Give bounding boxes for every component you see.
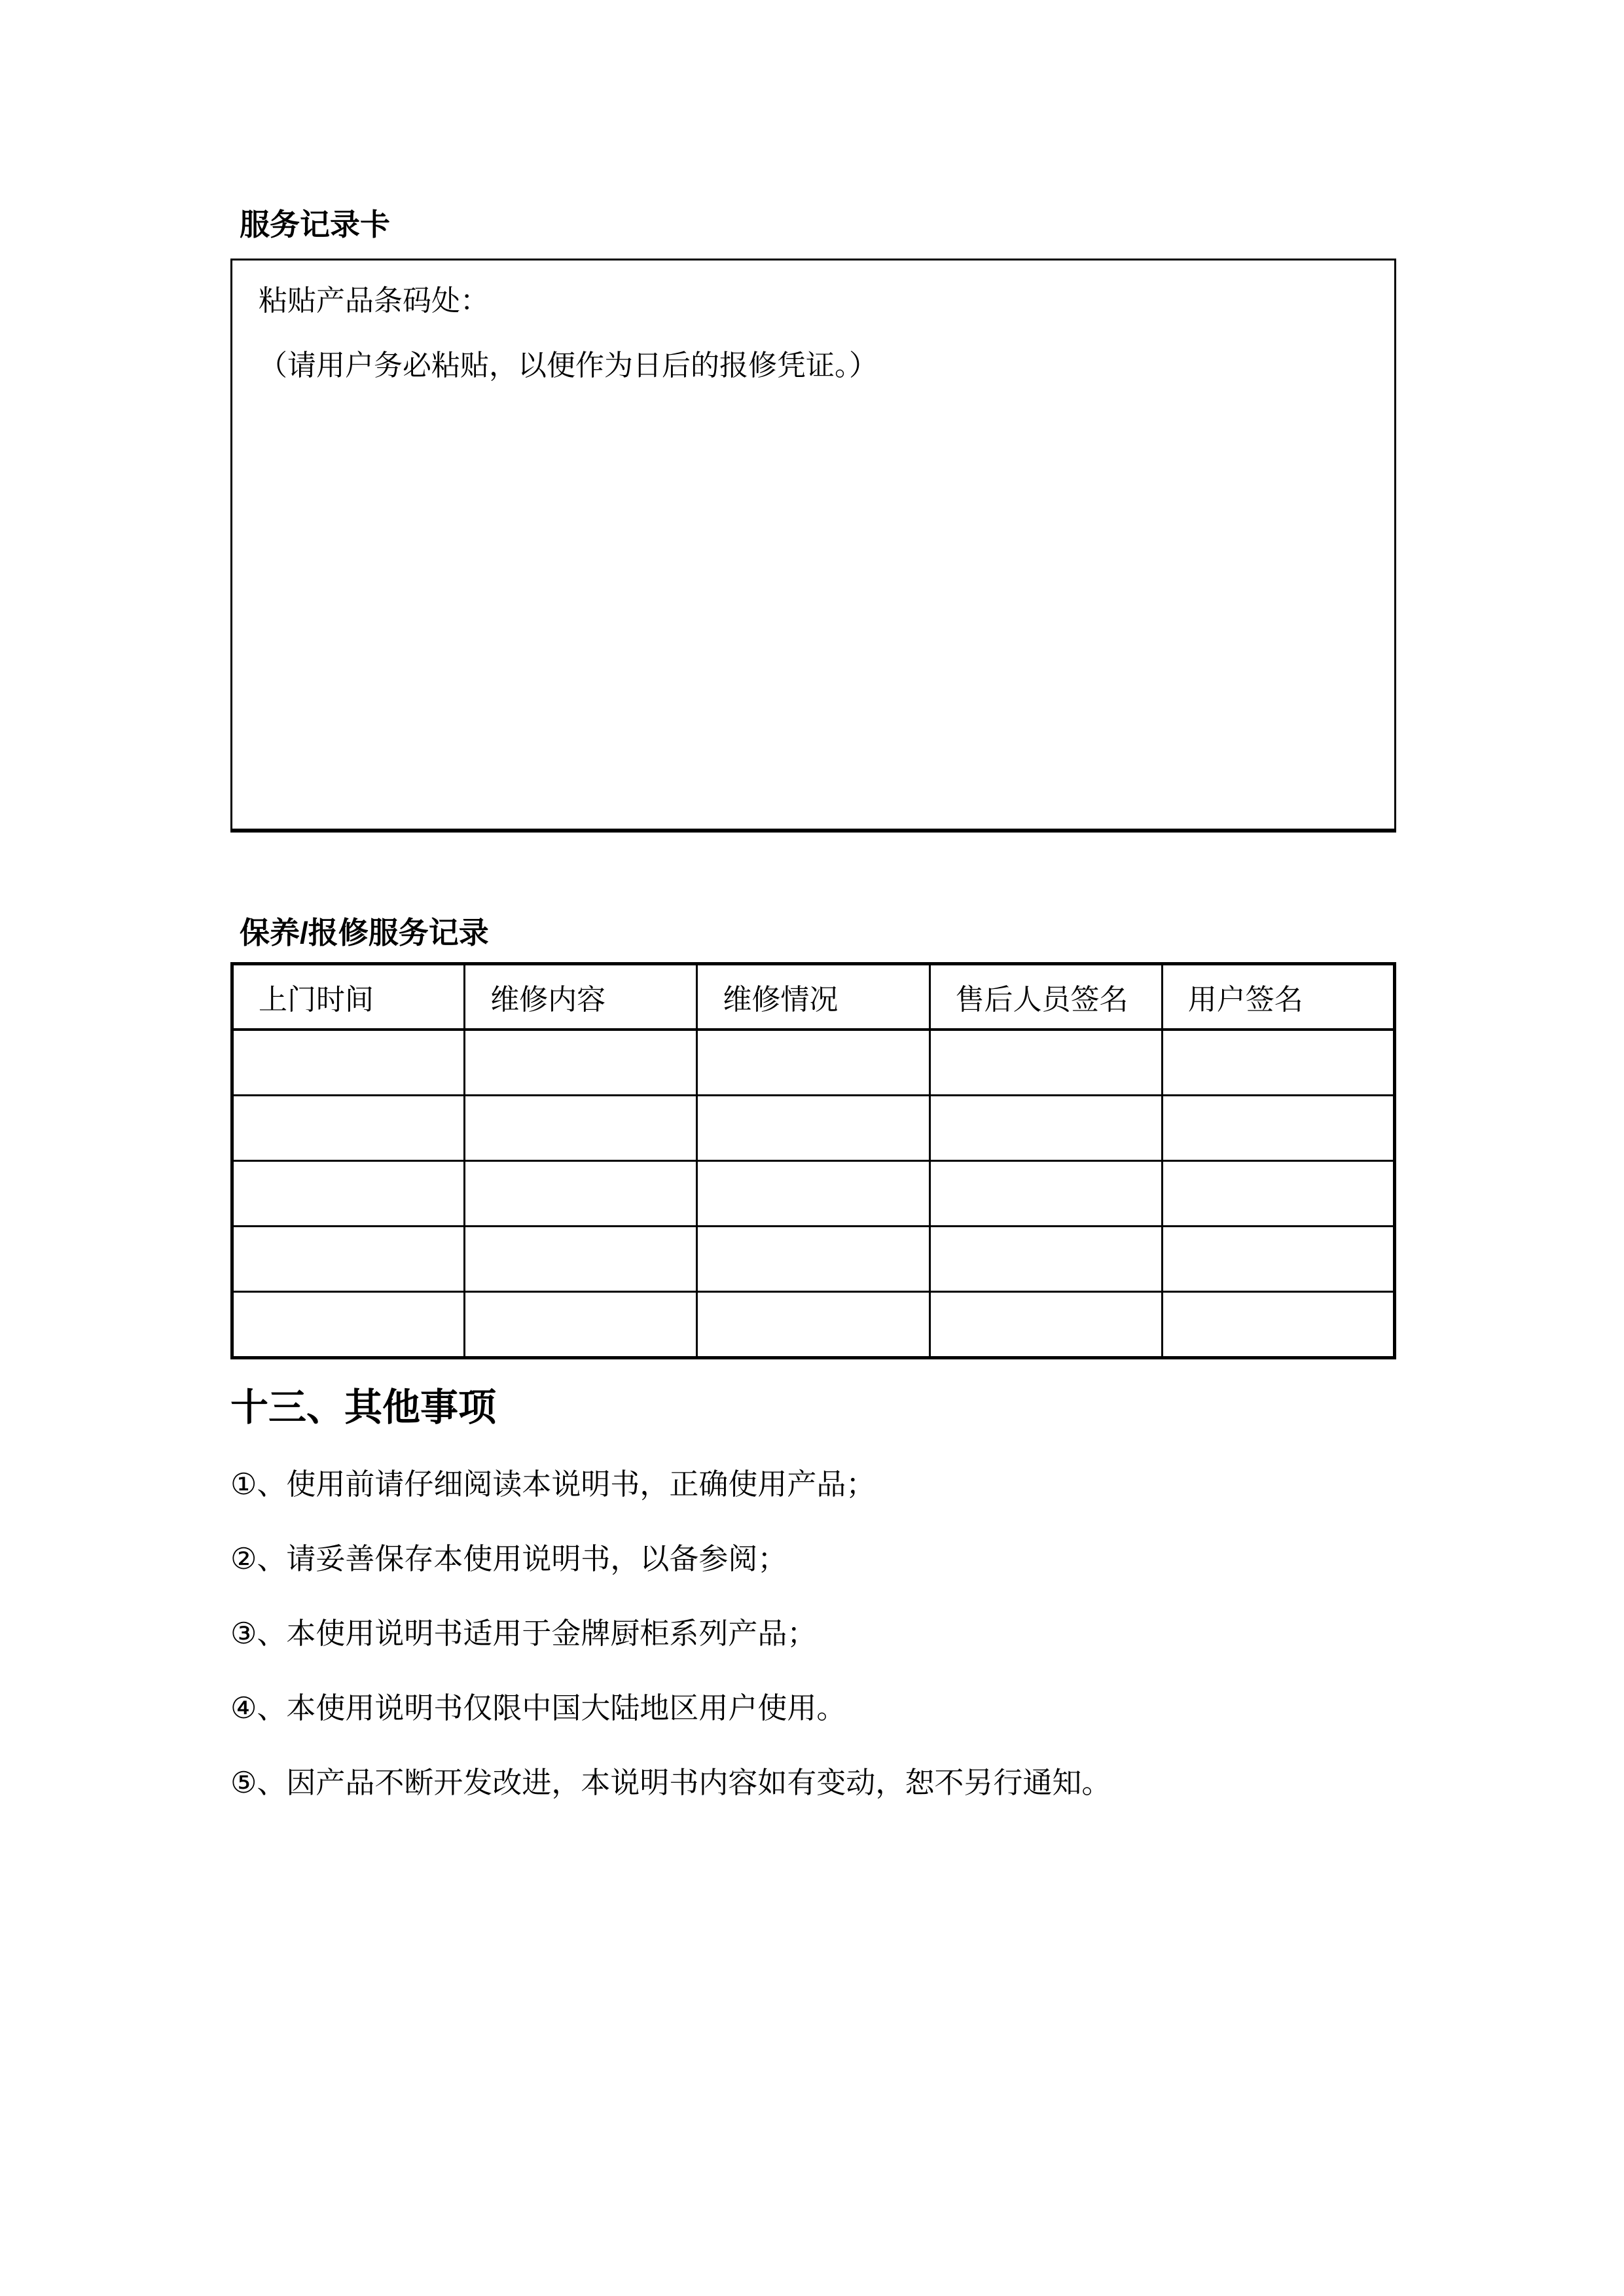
barcode-box-note: （请用户务必粘贴，以便作为日后的报修凭证。） (259, 350, 878, 382)
table-header-cell: 维修内容 (465, 964, 697, 1030)
table-cell (465, 1030, 697, 1096)
table-cell (929, 1227, 1162, 1292)
table-cell (697, 1292, 929, 1358)
table-cell (232, 1227, 465, 1292)
barcode-paste-box (230, 259, 1396, 833)
other-item: ②、请妥善保存本使用说明书，以备参阅； (230, 1541, 787, 1575)
table-cell (232, 1292, 465, 1358)
table-cell (697, 1096, 929, 1161)
table-cell (232, 1096, 465, 1161)
table-cell (1162, 1161, 1394, 1227)
table-cell (929, 1292, 1162, 1358)
service-record-table-body (232, 1030, 1395, 1358)
table-cell (929, 1096, 1162, 1161)
other-item: ①、使用前请仔细阅读本说明书，正确使用产品； (230, 1467, 876, 1501)
table-cell (697, 1161, 929, 1227)
other-items-title: 十三、其他事项 (230, 1386, 497, 1429)
table-header-row (232, 964, 1395, 1030)
table-cell (929, 1030, 1162, 1096)
table-cell (929, 1161, 1162, 1227)
page-content (230, 208, 1396, 1801)
table-cell (465, 1292, 697, 1358)
table-row (232, 1096, 1395, 1161)
other-item: ③、本使用说明书适用于金牌厨柜系列产品； (230, 1616, 817, 1650)
table-row (232, 1161, 1395, 1227)
table-cell (1162, 1292, 1394, 1358)
table-cell (232, 1030, 465, 1096)
table-cell (232, 1161, 465, 1227)
table-row (232, 1030, 1395, 1096)
table-cell (697, 1030, 929, 1096)
table-cell (697, 1227, 929, 1292)
table-cell (465, 1227, 697, 1292)
service-record-title: 保养/报修服务记录 (240, 915, 489, 950)
other-items-list (230, 1467, 1396, 1801)
barcode-box-instruction: 粘贴产品条码处： (259, 284, 489, 317)
table-cell (465, 1096, 697, 1161)
table-header-cell: 维修情况 (697, 964, 929, 1030)
service-record-table-head (232, 964, 1395, 1030)
table-row (232, 1227, 1395, 1292)
table-cell (1162, 1227, 1394, 1292)
table-header-cell: 售后人员签名 (929, 964, 1162, 1030)
table-header-cell: 上门时间 (232, 964, 465, 1030)
service-record-table (230, 962, 1396, 1359)
other-item: ④、本使用说明书仅限中国大陆地区用户使用。 (230, 1691, 846, 1725)
service-card-title: 服务记录卡 (240, 207, 390, 242)
table-cell (1162, 1030, 1394, 1096)
table-cell (465, 1161, 697, 1227)
table-header-cell: 用户签名 (1162, 964, 1394, 1030)
table-cell (1162, 1096, 1394, 1161)
other-item: ⑤、因产品不断开发改进，本说明书内容如有变动，恕不另行通知。 (230, 1765, 1111, 1799)
table-row (232, 1292, 1395, 1358)
